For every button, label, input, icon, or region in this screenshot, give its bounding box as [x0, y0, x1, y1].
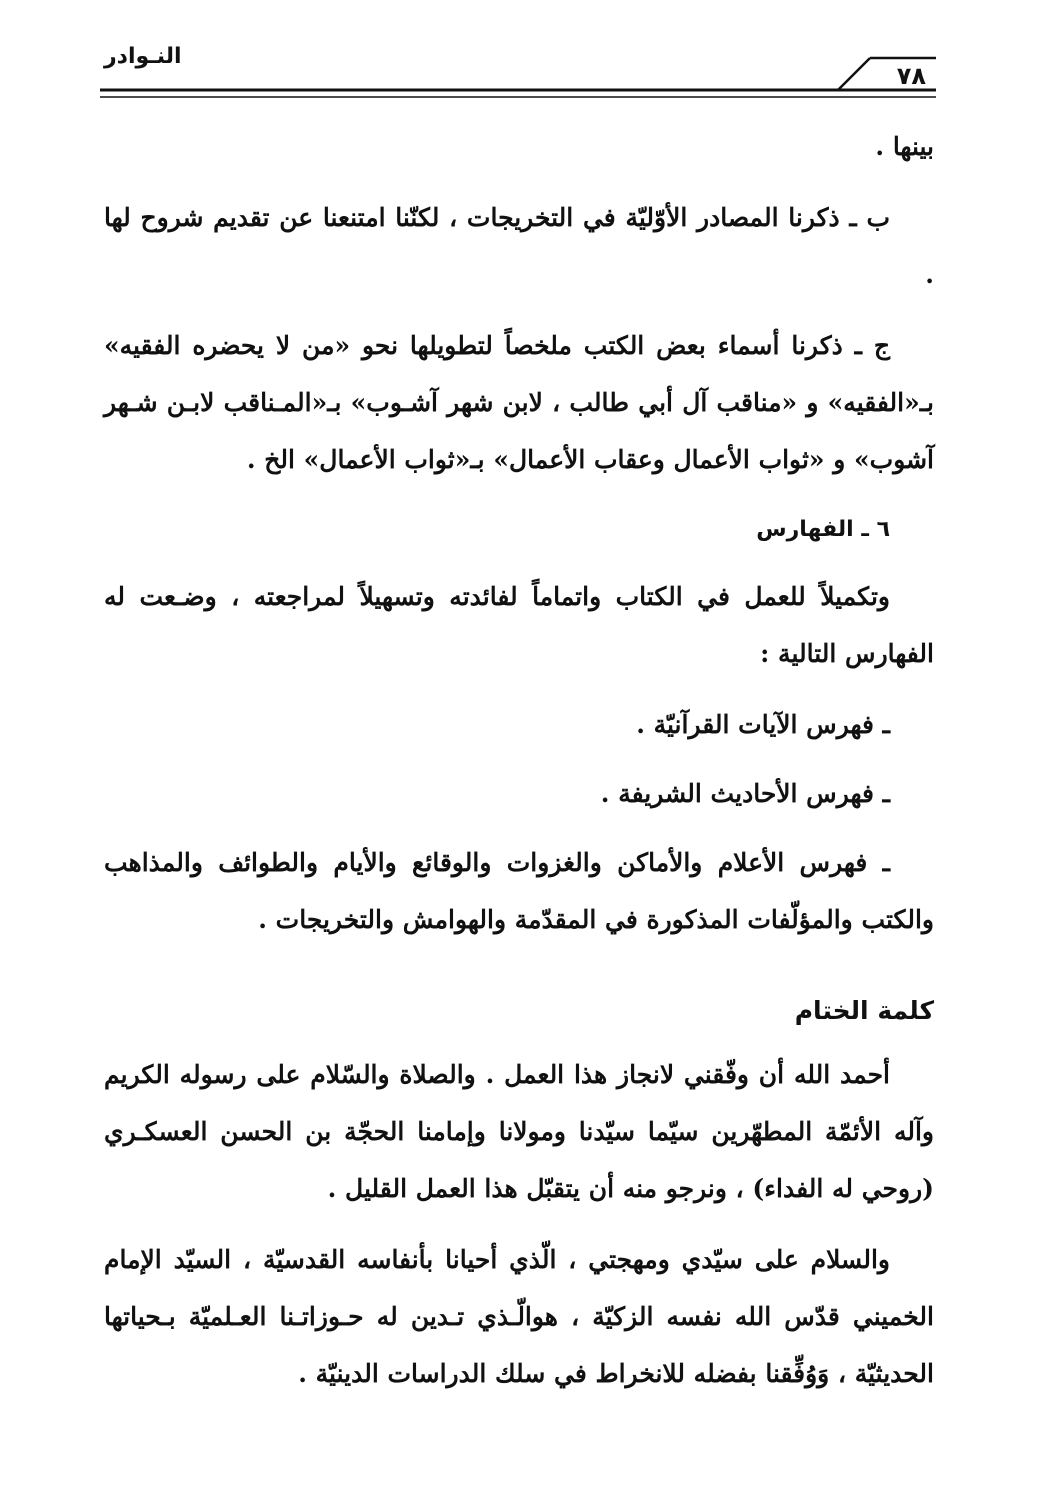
paragraph-indexes-intro: وتكميلاً للعمل في الكتاب واتماماً لفائدته وتسهيلاً لمراجعته ، وضـعت له الفهارس التالية :: [104, 582, 934, 668]
header-rule: [100, 40, 936, 102]
section-heading-closing: كلمة الختام: [794, 996, 934, 1025]
list-item-hadith-index: ـ فهرس الأحاديث الشريفة .: [600, 779, 890, 808]
paragraph-closing-1: أحمد الله أن وفّقني لانجاز هذا العمل . والصلاة والسّلام على رسوله الكريم وآله الأئمّة المطهّرين سيّما سيّدنا ومولانا وإمامنا الحجّة بن الحسن العسكـري (روحي له الفداء) ، ونرجو منه أن يتقبّل هذا العمل القليل .: [104, 1060, 934, 1203]
list-item-names-index: ـ فهرس الأعلام والأماكن والغزوات والوقائع والأيام والطوائف والمذاهب والكتب والمؤلّفات المذكورة في المقدّمة والهوامش والتخريجات .: [104, 848, 934, 934]
running-header: [100, 40, 936, 102]
page-body: [104, 118, 934, 1416]
paragraph-closing-2: والسلام على سيّدي ومهجتي ، الّذي أحيانا بأنفاسه القدسيّة ، السيّد الإمام الخميني قدّس الله نفسه الزكيّة ، هوالّـذي تـدين له حـوزاتـنا العـلميّة بـحياتها الحديثيّة ، وَوُفِّقنا بفضله للانخراط في سلك الدراسات الدينيّة .: [104, 1245, 934, 1388]
paragraph-c: ج ـ ذكرنا أسماء بعض الكتب ملخصاً لتطويلها نحو «من لا يحضره الفقيه» بـ«الفقيه» و «مناقب آل أبي طالب ، لابن شهر آشـوب» بـ«المـناقب لابـن شـهر آشوب» و «ثواب الأعمال وعقاب الأعمال» بـ«ثواب الأعمال» الخ .: [104, 331, 934, 474]
page-number: ٧٨: [896, 62, 926, 90]
paragraph-b: ب ـ ذكرنا المصادر الأوّليّة في التخريجات ، لكنّنا امتنعنا عن تقديم شروح لها .: [104, 203, 934, 289]
paragraph-continued: بينها .: [875, 132, 934, 161]
subheading-indexes: ٦ ـ الفهارس: [756, 517, 890, 542]
list-item-quran-index: ـ فهرس الآيات القرآنيّة .: [636, 710, 890, 739]
book-title: النـوادر: [104, 44, 182, 69]
